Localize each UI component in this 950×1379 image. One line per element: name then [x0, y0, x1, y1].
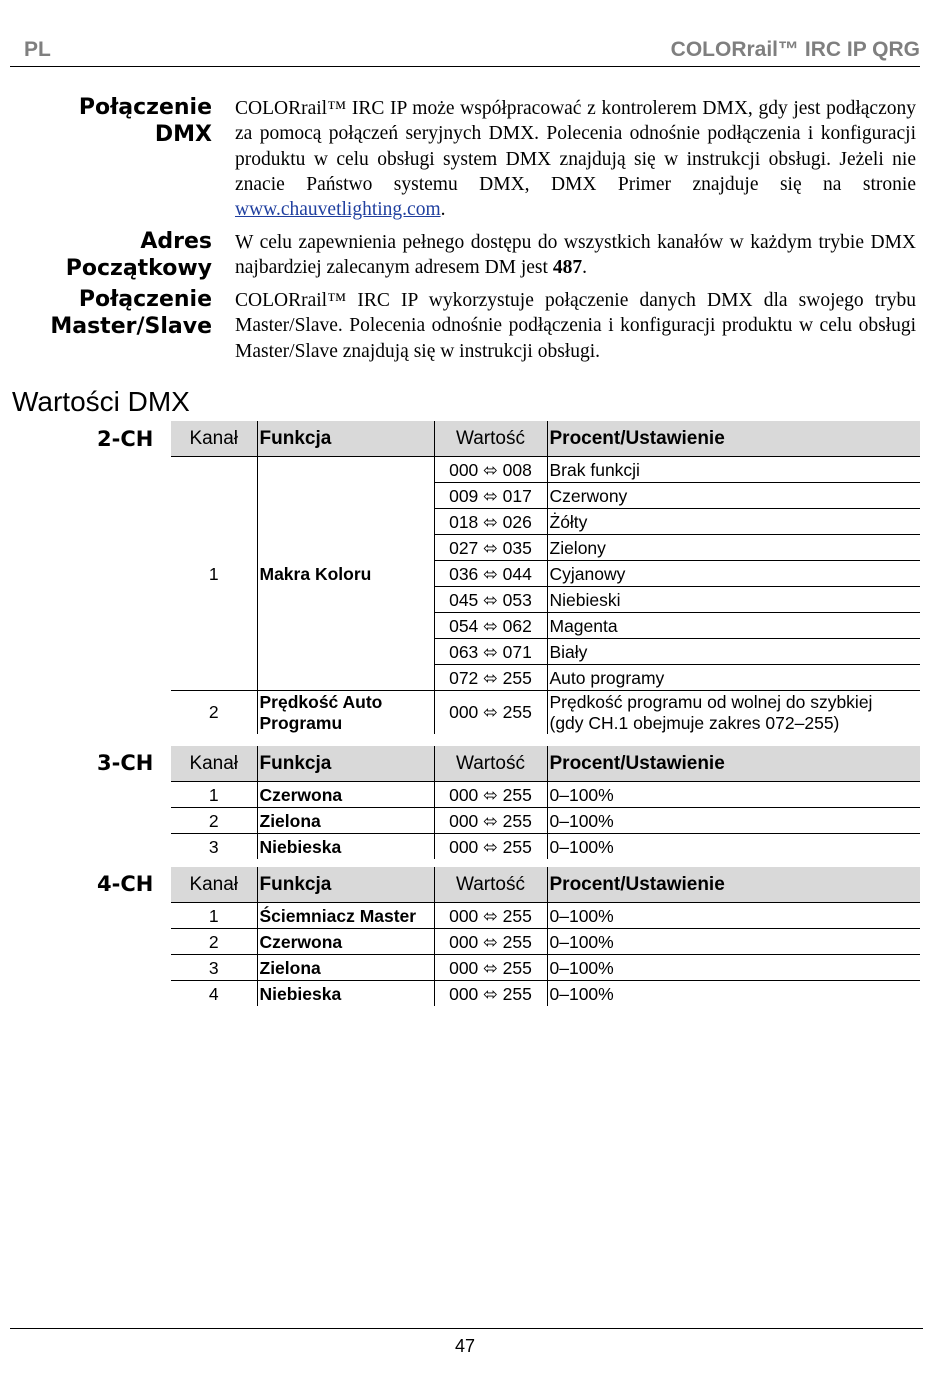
table-row — [171, 903, 920, 929]
heading-line: Master/Slave — [50, 314, 212, 339]
cell-kanal: 4 — [208, 983, 219, 1004]
cell-kanal: 1 — [171, 782, 257, 808]
header-wartosc: Wartość — [434, 746, 547, 782]
cell-funkcja: Niebieska — [257, 981, 434, 1007]
cell-setting: 0–100% — [547, 929, 920, 955]
cell-setting: 0–100% — [547, 955, 920, 981]
table-row — [171, 834, 920, 860]
cell-setting — [547, 691, 920, 735]
cell-value: 000 ⬄ 255 — [434, 782, 547, 808]
header-funkcja: Funkcja — [257, 421, 434, 457]
cell-kanal: 2 — [171, 929, 257, 955]
dmx-connection-heading — [79, 94, 212, 148]
cell-funkcja: Zielona — [257, 808, 434, 834]
cell-setting: 0–100% — [547, 782, 920, 808]
start-address-value: 487 — [552, 257, 583, 279]
heading-line: Połączenie — [78, 95, 212, 120]
master-slave-heading — [50, 286, 212, 340]
cell-funkcja: Makra Koloru — [257, 457, 434, 691]
cell-kanal: 1 — [171, 903, 257, 929]
dmx-values-title: Wartości DMX — [12, 386, 190, 417]
heading-line: Adres — [140, 229, 212, 254]
cell-value: 036 ⬄ 044 — [434, 561, 547, 587]
cell-setting: 0–100% — [547, 808, 920, 834]
table-row — [171, 808, 920, 834]
heading-line: Połączenie — [78, 287, 212, 312]
cell-value: 000 ⬄ 008 — [434, 457, 547, 483]
header-wartosc: Wartość — [434, 867, 547, 903]
dmx-table-4ch — [171, 867, 920, 1006]
cell-value: 027 ⬄ 035 — [434, 535, 547, 561]
table-header-row — [171, 746, 920, 782]
cell-kanal: 3 — [171, 955, 257, 981]
header-kanal: Kanał — [171, 746, 257, 782]
cell-funkcja: Czerwona — [257, 782, 434, 808]
footer-rule — [10, 1328, 923, 1329]
cell-value: 009 ⬄ 017 — [434, 483, 547, 509]
cell-setting: Czerwony — [547, 483, 920, 509]
header-procent: Procent/Ustawienie — [547, 867, 920, 903]
table-header-row — [171, 421, 920, 457]
start-address-heading — [66, 228, 212, 282]
page-header — [10, 36, 920, 67]
mode-label-4ch: 4-CH — [97, 872, 154, 896]
cell-value: 072 ⬄ 255 — [434, 665, 547, 691]
header-kanal: Kanał — [171, 421, 257, 457]
cell-value: 000 ⬄ 255 — [434, 955, 547, 981]
setting-line: (gdy CH.1 obejmuje zakres 072–255) — [549, 712, 840, 733]
cell-kanal: 2 — [171, 808, 257, 834]
cell-setting: Magenta — [547, 613, 920, 639]
cell-value: 018 ⬄ 026 — [434, 509, 547, 535]
table-row — [171, 457, 920, 483]
cell-value: 000 ⬄ 255 — [434, 929, 547, 955]
language-code: PL — [24, 38, 51, 61]
cell-funkcja: Czerwona — [257, 929, 434, 955]
header-kanal: Kanał — [171, 867, 257, 903]
cell-setting: Zielony — [547, 535, 920, 561]
cell-setting: Brak funkcji — [547, 457, 920, 483]
page-number: 47 — [454, 1336, 476, 1356]
table-row — [171, 929, 920, 955]
setting-line: Prędkość programu od wolnej do szybkiej — [549, 691, 873, 712]
paragraph-text: W celu zapewnienia pełnego dostępu do wszystkich kanałów w każdym trybie DMX najbardziej zalecanym adresem DM jest — [235, 232, 916, 279]
cell-value: 000 ⬄ 255 — [434, 981, 547, 1007]
table-header-row — [171, 867, 920, 903]
table-row — [171, 691, 920, 735]
mode-label-2ch: 2-CH — [97, 427, 154, 451]
master-slave-text: COLORrail™ IRC IP wykorzystuje połączenie danych DMX dla swojego trybu Master/Slave. Polecenia odnośnie podłączenia i konfiguracji produktu w celu obsługi Master/Slave znajdują się w instrukcji obsługi. — [235, 290, 916, 362]
mode-label-3ch: 3-CH — [97, 751, 154, 775]
cell-kanal: 2 — [208, 702, 219, 722]
header-funkcja: Funkcja — [257, 746, 434, 782]
cell-setting: Biały — [547, 639, 920, 665]
table-row — [171, 782, 920, 808]
paragraph-text: COLORrail™ IRC IP może współpracować z kontrolerem DMX, gdy jest podłączony za pomocą połączeń seryjnych DMX. Polecenia odnośnie podłączenia i konfiguracji produktu w celu obsługi system DMX znajdują się w instrukcji obsługi. Jeżeli nie znacie Państwo systemu DMX, DMX Primer znajduje się na stronie — [235, 98, 916, 195]
cell-funkcja: Niebieska — [257, 834, 434, 860]
cell-funkcja — [257, 691, 434, 735]
cell-funkcja: Ściemniacz Master — [257, 903, 434, 929]
header-funkcja: Funkcja — [257, 867, 434, 903]
cell-setting: 0–100% — [547, 834, 920, 860]
cell-value: 000 ⬄ 255 — [434, 834, 547, 860]
paragraph-text-end: . — [582, 257, 587, 279]
funkcja-line: Programu — [259, 712, 343, 733]
header-procent: Procent/Ustawienie — [547, 421, 920, 457]
funkcja-line: Prędkość Auto — [259, 691, 383, 712]
paragraph-text-end: . — [440, 199, 446, 221]
cell-value: 054 ⬄ 062 — [434, 613, 547, 639]
cell-value: 063 ⬄ 071 — [434, 639, 547, 665]
start-address-text — [235, 230, 916, 281]
cell-value: 000 ⬄ 255 — [434, 903, 547, 929]
header-wartosc: Wartość — [434, 421, 547, 457]
heading-line: DMX — [154, 122, 212, 147]
table-row — [171, 955, 920, 981]
dmx-table-3ch — [171, 746, 920, 859]
chauvet-link[interactable]: www.chauvetlighting.com — [235, 199, 441, 221]
cell-funkcja: Zielona — [257, 955, 434, 981]
document-title: COLORrail™ IRC IP QRG — [670, 38, 920, 61]
cell-value: 000 ⬄ 255 — [434, 691, 547, 735]
dmx-connection-text — [235, 96, 916, 222]
cell-setting: Auto programy — [547, 665, 920, 691]
cell-setting: 0–100% — [547, 903, 920, 929]
heading-line: Początkowy — [65, 256, 212, 281]
cell-kanal: 3 — [208, 836, 219, 857]
dmx-table-2ch — [171, 421, 920, 734]
cell-value: 045 ⬄ 053 — [434, 587, 547, 613]
cell-setting: Cyjanowy — [547, 561, 920, 587]
cell-setting: Żółty — [547, 509, 920, 535]
cell-value: 000 ⬄ 255 — [434, 808, 547, 834]
cell-setting: 0–100% — [547, 981, 920, 1007]
table-row — [171, 981, 920, 1007]
header-procent: Procent/Ustawienie — [547, 746, 920, 782]
cell-kanal: 1 — [171, 457, 257, 691]
cell-setting: Niebieski — [547, 587, 920, 613]
